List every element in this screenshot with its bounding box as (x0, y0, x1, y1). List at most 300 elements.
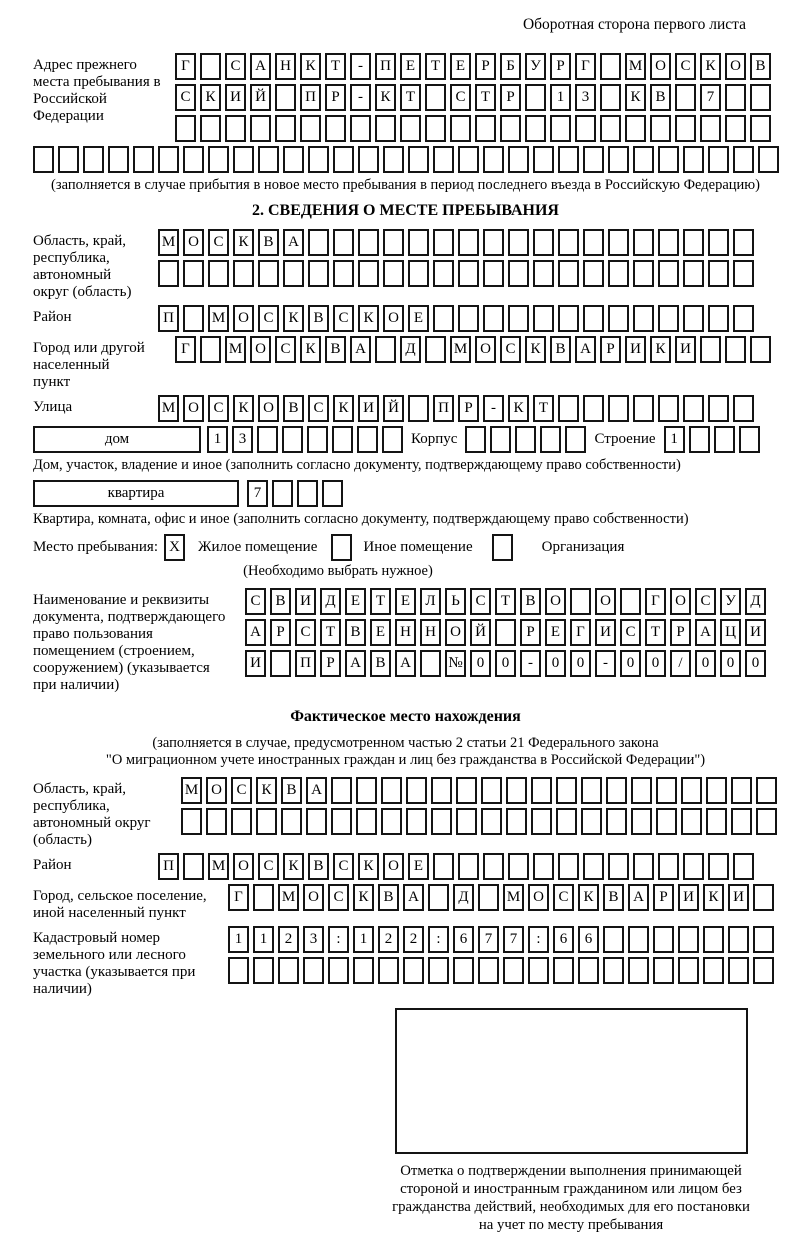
char-cell (620, 588, 641, 615)
char-cell: 2 (403, 926, 424, 953)
char-cell: : (528, 926, 549, 953)
char-cell: К (358, 305, 379, 332)
char-cell: М (208, 305, 229, 332)
prev-address-note: (заполняется в случае прибытия в новое место пребывания в период последнего въезда в Российскую Федерацию) (51, 177, 760, 193)
char-cell (475, 115, 496, 142)
actual-location-note-line2: "О миграционном учете иностранных граждан и лиц без гражданства в Российской Федерации") (105, 752, 706, 768)
char-cell (565, 426, 586, 453)
char-cell (406, 777, 427, 804)
char-cell: М (158, 395, 179, 422)
char-cell: 7 (700, 84, 721, 111)
char-cell: О (528, 884, 549, 911)
char-cell: 1 (228, 926, 249, 953)
char-cell: К (233, 229, 254, 256)
char-cell: № (445, 650, 466, 677)
char-cell (633, 146, 654, 173)
char-cell (256, 808, 277, 835)
actual-region-row-1 (181, 777, 777, 804)
char-cell: 0 (745, 650, 766, 677)
char-cell (533, 305, 554, 332)
char-cell (606, 777, 627, 804)
char-cell (558, 395, 579, 422)
char-cell: И (728, 884, 749, 911)
char-cell: О (258, 395, 279, 422)
char-cell (525, 115, 546, 142)
char-cell (731, 777, 752, 804)
char-cell: С (328, 884, 349, 911)
char-cell: Р (270, 619, 291, 646)
actual-district-label: Район (33, 857, 72, 873)
char-cell: В (603, 884, 624, 911)
char-cell: И (358, 395, 379, 422)
char-cell: 0 (495, 650, 516, 677)
char-cell: Г (175, 53, 196, 80)
char-cell: 0 (470, 650, 491, 677)
char-cell (458, 853, 479, 880)
char-cell (750, 336, 771, 363)
char-cell (583, 146, 604, 173)
char-cell (533, 853, 554, 880)
char-cell (683, 853, 704, 880)
char-cell: К (300, 336, 321, 363)
char-cell (583, 853, 604, 880)
char-cell: К (703, 884, 724, 911)
char-cell (495, 619, 516, 646)
char-cell (183, 260, 204, 287)
char-cell: Т (475, 84, 496, 111)
char-cell (358, 260, 379, 287)
char-cell (633, 305, 654, 332)
char-cell: Е (408, 853, 429, 880)
char-cell (408, 260, 429, 287)
char-cell: А (575, 336, 596, 363)
char-cell: Р (325, 84, 346, 111)
char-cell: С (295, 619, 316, 646)
char-cell (275, 115, 296, 142)
char-cell: О (383, 853, 404, 880)
prev-address-row-2 (175, 84, 771, 111)
char-cell: И (678, 884, 699, 911)
char-cell: 0 (645, 650, 666, 677)
char-cell: Р (550, 53, 571, 80)
char-cell (481, 777, 502, 804)
char-cell (525, 84, 546, 111)
char-cell (258, 146, 279, 173)
char-cell: 6 (553, 926, 574, 953)
char-cell: Е (545, 619, 566, 646)
char-cell (278, 957, 299, 984)
char-cell (578, 957, 599, 984)
char-cell (306, 808, 327, 835)
char-cell: В (308, 305, 329, 332)
char-cell: Г (570, 619, 591, 646)
char-cell (350, 115, 371, 142)
char-cell: К (525, 336, 546, 363)
char-cell (600, 53, 621, 80)
char-cell (700, 336, 721, 363)
actual-region-field (33, 777, 778, 849)
char-cell: 7 (247, 480, 268, 507)
char-cell (753, 884, 774, 911)
char-cell: 3 (232, 426, 253, 453)
char-cell (600, 115, 621, 142)
char-cell (456, 808, 477, 835)
char-cell: 2 (378, 926, 399, 953)
char-cell: О (445, 619, 466, 646)
char-cell (653, 957, 674, 984)
char-cell (208, 260, 229, 287)
char-cell (425, 336, 446, 363)
char-cell (731, 808, 752, 835)
char-cell: Д (453, 884, 474, 911)
char-cell: А (306, 777, 327, 804)
char-cell (631, 777, 652, 804)
char-cell: Г (175, 336, 196, 363)
stamp-caption-line-3: гражданства действий, необходимых для его постановки (392, 1199, 750, 1215)
char-cell: Г (228, 884, 249, 911)
char-cell: Т (325, 53, 346, 80)
char-cell (733, 146, 754, 173)
char-cell (708, 260, 729, 287)
char-cell (583, 260, 604, 287)
char-cell (633, 853, 654, 880)
char-cell (683, 146, 704, 173)
char-cell (58, 146, 79, 173)
char-cell (456, 777, 477, 804)
document-row-3 (245, 650, 766, 677)
char-cell: Д (745, 588, 766, 615)
char-cell (478, 957, 499, 984)
char-cell (658, 305, 679, 332)
city-row (175, 336, 771, 363)
char-cell: С (258, 853, 279, 880)
char-cell (658, 260, 679, 287)
stay-type-box-organization (492, 534, 513, 561)
char-cell: 1 (550, 84, 571, 111)
char-cell (328, 957, 349, 984)
stamp-caption-line-4: на учет по месту пребывания (478, 1217, 664, 1233)
prev-address-row-3 (175, 115, 771, 142)
char-cell (558, 146, 579, 173)
stamp-caption (371, 1162, 771, 1234)
char-cell: К (375, 84, 396, 111)
char-cell (608, 146, 629, 173)
char-cell (700, 115, 721, 142)
char-cell (603, 957, 624, 984)
char-cell (556, 808, 577, 835)
char-cell: X (164, 534, 185, 561)
stay-type-row (33, 534, 778, 561)
char-cell: О (233, 305, 254, 332)
char-cell (381, 777, 402, 804)
char-cell: С (620, 619, 641, 646)
char-cell: О (250, 336, 271, 363)
char-cell: К (353, 884, 374, 911)
street-row (158, 395, 754, 422)
char-cell (308, 146, 329, 173)
char-cell (733, 853, 754, 880)
char-cell (208, 146, 229, 173)
char-cell (403, 957, 424, 984)
char-cell (378, 957, 399, 984)
char-cell: М (181, 777, 202, 804)
char-cell (200, 53, 221, 80)
char-cell: - (483, 395, 504, 422)
char-cell (175, 115, 196, 142)
char-cell (458, 305, 479, 332)
char-cell: О (206, 777, 227, 804)
char-cell: Й (383, 395, 404, 422)
char-cell: С (500, 336, 521, 363)
char-cell: В (650, 84, 671, 111)
char-cell (158, 260, 179, 287)
char-cell (570, 588, 591, 615)
char-cell (533, 260, 554, 287)
char-cell (706, 777, 727, 804)
char-cell (358, 229, 379, 256)
char-cell: - (520, 650, 541, 677)
apartment-row (33, 480, 778, 507)
char-cell (478, 884, 499, 911)
region-rows (158, 229, 754, 287)
korpus-cells (465, 426, 586, 453)
char-cell: В (378, 884, 399, 911)
char-cell: П (433, 395, 454, 422)
char-cell (400, 115, 421, 142)
char-cell (703, 957, 724, 984)
char-cell (508, 146, 529, 173)
char-cell (508, 853, 529, 880)
char-cell: Н (275, 53, 296, 80)
char-cell (225, 115, 246, 142)
char-cell: : (328, 926, 349, 953)
actual-city-row (228, 884, 774, 911)
char-cell (383, 229, 404, 256)
char-cell (356, 777, 377, 804)
char-cell (681, 808, 702, 835)
char-cell (490, 426, 511, 453)
char-cell: В (258, 229, 279, 256)
char-cell: С (553, 884, 574, 911)
char-cell (431, 808, 452, 835)
char-cell (508, 260, 529, 287)
char-cell: О (670, 588, 691, 615)
char-cell: Ь (445, 588, 466, 615)
char-cell (753, 926, 774, 953)
char-cell (556, 777, 577, 804)
char-cell: С (225, 53, 246, 80)
char-cell: В (750, 53, 771, 80)
char-cell (428, 957, 449, 984)
char-cell (550, 115, 571, 142)
char-cell: К (200, 84, 221, 111)
char-cell (725, 336, 746, 363)
char-cell: Р (475, 53, 496, 80)
char-cell: А (695, 619, 716, 646)
char-cell (183, 305, 204, 332)
char-cell (658, 229, 679, 256)
char-cell: В (345, 619, 366, 646)
char-cell: 0 (570, 650, 591, 677)
char-cell: 7 (478, 926, 499, 953)
char-cell (381, 808, 402, 835)
char-cell: М (158, 229, 179, 256)
char-cell (750, 115, 771, 142)
char-cell (433, 146, 454, 173)
char-cell: А (250, 53, 271, 80)
char-cell: К (283, 853, 304, 880)
char-cell (581, 808, 602, 835)
char-cell (433, 305, 454, 332)
char-cell (728, 926, 749, 953)
char-cell: С (208, 395, 229, 422)
char-cell (258, 260, 279, 287)
char-cell (733, 229, 754, 256)
char-cell (683, 229, 704, 256)
char-cell (408, 146, 429, 173)
char-cell: К (508, 395, 529, 422)
char-cell: Р (520, 619, 541, 646)
char-cell: Б (500, 53, 521, 80)
char-cell: Р (600, 336, 621, 363)
apartment-number-cells (247, 480, 343, 507)
char-cell: С (333, 305, 354, 332)
char-cell: 6 (453, 926, 474, 953)
char-cell: В (370, 650, 391, 677)
char-cell (231, 808, 252, 835)
char-cell (678, 957, 699, 984)
char-cell: К (700, 53, 721, 80)
char-cell (633, 260, 654, 287)
prev-address-label: Адрес прежнего места пребывания в Российской Федерации (33, 57, 161, 124)
char-cell (275, 84, 296, 111)
char-cell (756, 808, 777, 835)
char-cell (739, 426, 760, 453)
char-cell (558, 260, 579, 287)
char-cell: Т (370, 588, 391, 615)
char-cell: И (745, 619, 766, 646)
char-cell: - (350, 53, 371, 80)
char-cell (608, 395, 629, 422)
stay-type-checked-box (164, 534, 185, 561)
char-cell: В (550, 336, 571, 363)
char-cell: М (208, 853, 229, 880)
char-cell (500, 115, 521, 142)
char-cell: О (183, 229, 204, 256)
char-cell (540, 426, 561, 453)
char-cell (683, 305, 704, 332)
char-cell (658, 853, 679, 880)
char-cell (756, 777, 777, 804)
char-cell: С (695, 588, 716, 615)
char-cell: М (503, 884, 524, 911)
char-cell (628, 957, 649, 984)
document-row-2 (245, 619, 766, 646)
char-cell: И (595, 619, 616, 646)
char-cell (483, 260, 504, 287)
cadastre-row-1 (228, 926, 774, 953)
char-cell: / (670, 650, 691, 677)
char-cell (453, 957, 474, 984)
char-cell (408, 395, 429, 422)
char-cell: К (650, 336, 671, 363)
char-cell (183, 853, 204, 880)
char-cell (283, 260, 304, 287)
char-cell (483, 229, 504, 256)
char-cell: : (428, 926, 449, 953)
char-cell: 0 (620, 650, 641, 677)
city-field (33, 336, 778, 391)
char-cell: У (720, 588, 741, 615)
char-cell: С (308, 395, 329, 422)
char-cell (228, 957, 249, 984)
char-cell (382, 426, 403, 453)
char-cell (658, 146, 679, 173)
prev-address-field (33, 53, 778, 142)
char-cell: С (333, 853, 354, 880)
apartment-caption: Квартира, комната, офис и иное (заполнить согласно документу, подтверждающему право собственности) (33, 511, 689, 527)
char-cell: К (358, 853, 379, 880)
char-cell (658, 395, 679, 422)
region-label: Область, край, республика, автономный округ (область) (33, 233, 132, 300)
char-cell (633, 229, 654, 256)
char-cell (431, 777, 452, 804)
char-cell: С (675, 53, 696, 80)
char-cell (531, 808, 552, 835)
street-field (33, 395, 778, 422)
char-cell (353, 957, 374, 984)
char-cell (708, 305, 729, 332)
char-cell (375, 336, 396, 363)
char-cell: Т (495, 588, 516, 615)
char-cell: Г (645, 588, 666, 615)
char-cell (689, 426, 710, 453)
char-cell: М (450, 336, 471, 363)
char-cell (608, 260, 629, 287)
actual-city-field (33, 884, 778, 922)
char-cell: П (375, 53, 396, 80)
char-cell: Р (670, 619, 691, 646)
char-cell: Л (420, 588, 441, 615)
char-cell: У (525, 53, 546, 80)
char-cell (508, 229, 529, 256)
char-cell (325, 115, 346, 142)
char-cell (581, 777, 602, 804)
char-cell (425, 115, 446, 142)
char-cell: Р (500, 84, 521, 111)
district-row (158, 305, 754, 332)
char-cell (483, 305, 504, 332)
char-cell: С (258, 305, 279, 332)
char-cell (733, 395, 754, 422)
char-cell: И (295, 588, 316, 615)
char-cell: М (278, 884, 299, 911)
stroenie-cells (664, 426, 760, 453)
char-cell: С (245, 588, 266, 615)
char-cell (506, 777, 527, 804)
char-cell (758, 146, 779, 173)
char-cell (283, 146, 304, 173)
char-cell (272, 480, 293, 507)
char-cell (331, 777, 352, 804)
char-cell (425, 84, 446, 111)
char-cell: Е (345, 588, 366, 615)
char-cell: В (308, 853, 329, 880)
char-cell (583, 305, 604, 332)
char-cell: О (303, 884, 324, 911)
char-cell: И (245, 650, 266, 677)
char-cell (678, 926, 699, 953)
